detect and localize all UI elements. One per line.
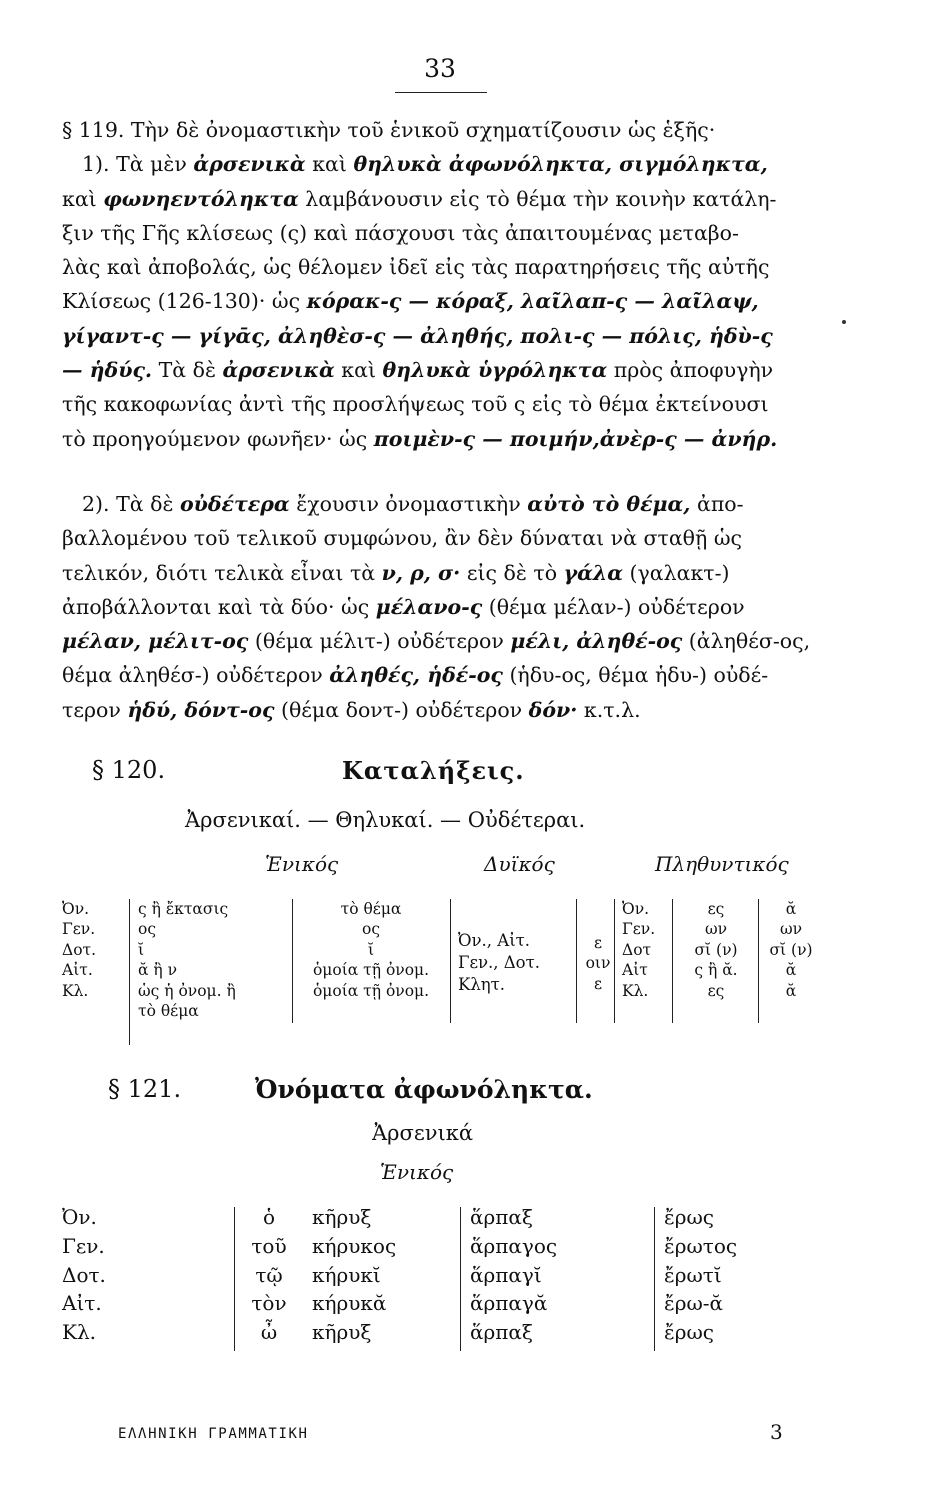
line: τὸ θέμα	[138, 1002, 199, 1021]
article-column	[242, 1203, 296, 1347]
line	[62, 556, 822, 590]
text-run: ξιν τῆς Γῆς κλίσεως (ς) καὶ πάσχουσι τὰς ἀπαιτουμένας μεταβο-	[62, 220, 739, 245]
line: ς ἢ ἔκτασις	[138, 900, 229, 918]
text-run: τερον	[62, 697, 128, 722]
emphasized-text: κόρακ-ς — κόραξ, λαῖλαπ-ς — λαῖλαψ,	[306, 289, 759, 314]
line: σῐ (ν)	[694, 940, 738, 959]
text-run: πρὸς ἀποφυγὴν	[607, 358, 774, 383]
text-run: θέμα ἀληθέσ-) οὐδέτερον	[62, 663, 330, 688]
line: ς ἢ ᾰ.	[694, 961, 738, 980]
plural-masc-fem-column	[676, 899, 756, 1001]
line: Δοτ.	[62, 940, 97, 959]
text-run: τῆς κακοφωνίας ἀντὶ τῆς προσλήψεως τοῦ ς εἰς τὸ θέμα ἐκτείνουσι	[62, 392, 769, 417]
text-run: § 119. Τὴν δὲ ὀνομαστικὴν τοῦ ἑνικοῦ σχηματίζουσιν ὡς ἑξῆς·	[62, 118, 716, 142]
table-rule	[129, 899, 130, 1045]
section-120-number: § 120.	[92, 756, 166, 784]
line: ος	[138, 920, 157, 939]
paragraph-neuter	[62, 487, 822, 727]
emphasized-text: οὐδέτερα	[179, 492, 290, 516]
singular-subtitle: Ἑνικός	[380, 1160, 454, 1184]
line: Γεν.	[622, 920, 656, 939]
line: Ὀν.	[622, 900, 650, 918]
line: οιν	[585, 954, 611, 973]
line: ᾰ	[785, 961, 797, 980]
text-run: καὶ	[62, 186, 104, 211]
endings-sing-masc-fem-column	[138, 899, 236, 1021]
line: ῐ	[367, 940, 375, 959]
emphasized-text: ἀρσενικὰ	[193, 152, 306, 177]
line	[62, 319, 822, 353]
text-run: ἀποβάλλονται καὶ τὰ δύο· ὡς	[62, 594, 376, 619]
line: Γεν.	[62, 920, 96, 939]
line: κήρυκος	[312, 1233, 397, 1258]
line: Κλητ.	[458, 975, 506, 994]
emphasized-text: ν, ρ, σ·	[381, 560, 461, 585]
text-run: (ἡδυ-ος, θέμα ἡδυ-) οὐδέ-	[502, 663, 769, 688]
line	[62, 387, 822, 421]
harpax-column	[470, 1203, 557, 1347]
line	[62, 624, 822, 658]
plural-case-column	[622, 899, 655, 1001]
text-run: 1). Τὰ μὲν	[82, 152, 194, 177]
line	[62, 147, 822, 181]
header-dual: Δυϊκός	[484, 852, 555, 876]
emphasized-text: γίγαντ-ς — γίγᾱς, ἀληθὲσ-ς — ἀληθής, πολι-ς — πόλις, ἡδὺ-ς	[62, 323, 773, 348]
eros-column	[664, 1203, 737, 1347]
line	[62, 182, 822, 216]
text-run: εἰς δὲ τὸ	[460, 560, 564, 585]
line: ων	[779, 920, 803, 939]
header-singular: Ἑνικός	[265, 852, 339, 876]
line: Ὀν., Αἰτ.	[458, 931, 531, 950]
emphasized-text: μέλανο-ς	[375, 594, 483, 619]
text-run: κ.τ.λ.	[577, 697, 641, 722]
line	[62, 422, 822, 456]
line: Δοτ.	[62, 1262, 106, 1287]
text-run: Κλίσεως (126-130)· ὡς	[62, 289, 307, 314]
line: ἔρως	[664, 1320, 714, 1345]
signature-mark: 3	[770, 1420, 783, 1444]
line: ων	[704, 920, 728, 939]
table-rule	[450, 899, 451, 1023]
paragraph-119	[62, 113, 822, 456]
line: τὸ θέμα	[340, 900, 402, 918]
line	[62, 693, 822, 727]
line: ᾰ ἢ ν	[138, 961, 178, 980]
header-plural: Πληθυντικός	[655, 852, 789, 876]
table-rule	[614, 899, 615, 1023]
line: ἔρωτῐ	[664, 1262, 722, 1287]
line: Κλ.	[62, 981, 89, 1000]
line: κήρυκᾰ	[312, 1291, 387, 1316]
emphasized-text: αὐτὸ τὸ θέμα,	[527, 492, 691, 516]
emphasized-text: θηλυκὰ ὑγρόληκτα	[382, 358, 608, 383]
line	[62, 658, 822, 692]
line	[62, 353, 822, 387]
section-121-heading	[108, 1075, 593, 1104]
endings-sing-neut-column	[296, 899, 446, 1001]
line: Ὀν.	[62, 900, 90, 918]
text-run: καὶ	[334, 358, 383, 383]
masculine-subtitle: Ἀρσενικά	[372, 1121, 474, 1145]
line	[62, 590, 822, 624]
line: Ὀν.	[62, 1205, 97, 1229]
text-run: (ἀληθέσ-ος,	[682, 629, 811, 654]
text-run: Τὰ δὲ	[152, 358, 223, 383]
line: ἅρπαξ	[470, 1205, 533, 1229]
declension-case-column	[62, 1203, 106, 1347]
line: ᾰ	[785, 981, 797, 1000]
endings-table	[62, 897, 822, 1047]
text-run: ἔχουσιν ὀνομαστικὴν	[289, 492, 528, 516]
line: ῐ	[138, 940, 145, 959]
keryx-column	[312, 1203, 396, 1347]
text-run: λαμβάνουσιν εἰς τὸ θέμα τὴν κοινὴν κατάλη-	[298, 186, 777, 211]
line: Δοτ	[622, 940, 652, 959]
page-number: 33	[424, 54, 456, 83]
line: ος	[361, 920, 380, 939]
table-rule	[672, 899, 673, 1023]
footer-book-title: ΕΛΛΗΝΙΚΗ ΓΡΑΜΜΑΤΙΚΗ	[118, 1426, 309, 1442]
line: Κλ.	[622, 981, 649, 1000]
line: Γεν., Δοτ.	[458, 953, 540, 972]
line: ἔρω-ᾰ	[664, 1291, 724, 1316]
line: Αἰτ.	[62, 1291, 102, 1316]
table-rule	[758, 899, 759, 1023]
line: κῆρυξ	[312, 1320, 372, 1345]
emphasized-text: μέλαν, μέλιτ-ος	[62, 629, 249, 654]
line	[62, 284, 822, 318]
emphasized-text: ποιμὲν-ς — ποιμήν,ἀνὲρ-ς — ἀνήρ.	[373, 426, 778, 451]
line: ε	[593, 974, 603, 993]
line: ε	[593, 934, 603, 952]
line: ᾰ	[785, 900, 797, 918]
text-run: βαλλομένου τοῦ τελικοῦ συμφώνου, ἂν δὲν δύναται νὰ σταθῇ ὡς	[62, 526, 743, 551]
emphasized-text: ἀρσενικὰ	[222, 358, 335, 383]
section-121-number: § 121.	[108, 1075, 182, 1103]
line	[62, 250, 822, 284]
line: ἔρωτος	[664, 1233, 738, 1258]
text-run: (θέμα μέλιτ-) οὐδέτερον	[248, 629, 511, 654]
line: ὁμοία τῇ ὀνομ.	[312, 981, 430, 1000]
line: ὡς ἡ ὀνομ. ἢ	[138, 981, 236, 1000]
declension-table	[62, 1203, 822, 1363]
table-rule	[292, 899, 293, 1023]
endings-case-column	[62, 899, 96, 1001]
text-run: καὶ	[305, 152, 354, 177]
section-120-title: Καταλήξεις.	[342, 756, 525, 785]
line: τοῦ	[251, 1233, 287, 1258]
line: ἅρπαγῐ	[470, 1262, 542, 1287]
table-rule	[654, 1207, 655, 1351]
line: τὸν	[251, 1291, 287, 1316]
genders-subtitle: Ἀρσενικαί. — Θηλυκαί. — Οὐδέτεραι.	[185, 808, 586, 832]
emphasized-text: ἀληθές, ἡδέ-ος	[329, 663, 503, 688]
page-number-rule	[395, 92, 487, 93]
line: ἔρως	[664, 1205, 714, 1229]
text-run: (θέμα μέλαν-) οὐδέτερον	[482, 594, 745, 619]
emphasized-text: — ἡδύς.	[62, 358, 153, 383]
line: Κλ.	[62, 1320, 96, 1345]
line: Γεν.	[62, 1233, 105, 1258]
line: Αἰτ.	[62, 961, 93, 980]
line: ὦ	[260, 1320, 278, 1345]
line: ἅρπαγος	[470, 1233, 558, 1258]
text-run: τελικόν, διότι τελικὰ εἶναι τὰ	[62, 560, 382, 585]
line: ες	[707, 981, 725, 1000]
section-121-title: Ὀνόματα ἀφωνόληκτα.	[255, 1075, 593, 1104]
table-rule	[576, 899, 577, 1023]
emphasized-text: γάλα	[563, 560, 624, 585]
emphasized-text: θηλυκὰ ἀφωνόληκτα, σιγμόληκτα,	[353, 152, 768, 177]
line: τῷ	[255, 1262, 283, 1287]
line	[62, 216, 822, 250]
table-rule	[460, 1207, 461, 1351]
section-120-heading	[92, 756, 525, 785]
line: ες	[707, 900, 725, 918]
line: ἅρπαξ	[470, 1320, 533, 1345]
plural-neut-column	[762, 899, 820, 1001]
text-run: (θέμα δοντ-) οὐδέτερον	[274, 697, 529, 722]
line	[62, 521, 822, 555]
line: κήρυκῐ	[312, 1262, 381, 1287]
margin-dot	[842, 320, 846, 324]
table-rule	[234, 1207, 235, 1351]
dual-case-column	[458, 930, 540, 996]
dual-endings-column	[580, 933, 616, 994]
emphasized-text: φωνηεντόληκτα	[103, 186, 299, 211]
text-run: 2). Τὰ δὲ	[82, 492, 180, 516]
line: Αἰτ	[622, 961, 648, 980]
text-run: λὰς καὶ ἀποβολάς, ὡς θέλομεν ἰδεῖ εἰς τὰς παρατηρήσεις τῆς αὐτῆς	[62, 255, 770, 280]
line: ὁμοία τῇ ὀνομ.	[312, 961, 430, 980]
emphasized-text: δόν·	[528, 697, 578, 722]
line: ὁ	[262, 1205, 276, 1229]
emphasized-text: μέλι, ἀληθέ-ος	[510, 629, 683, 654]
emphasized-text: ἡδύ, δόντ-ος	[127, 697, 275, 722]
line	[62, 113, 822, 147]
text-run: ἀπο-	[690, 492, 744, 516]
line: κῆρυξ	[312, 1205, 372, 1229]
line: ἅρπαγᾰ	[470, 1291, 548, 1316]
line	[62, 487, 822, 521]
text-run: τὸ προηγούμενον φωνῆεν· ὡς	[62, 426, 374, 451]
text-run: (γαλακτ-)	[623, 560, 730, 585]
line: σῐ (ν)	[769, 940, 813, 959]
